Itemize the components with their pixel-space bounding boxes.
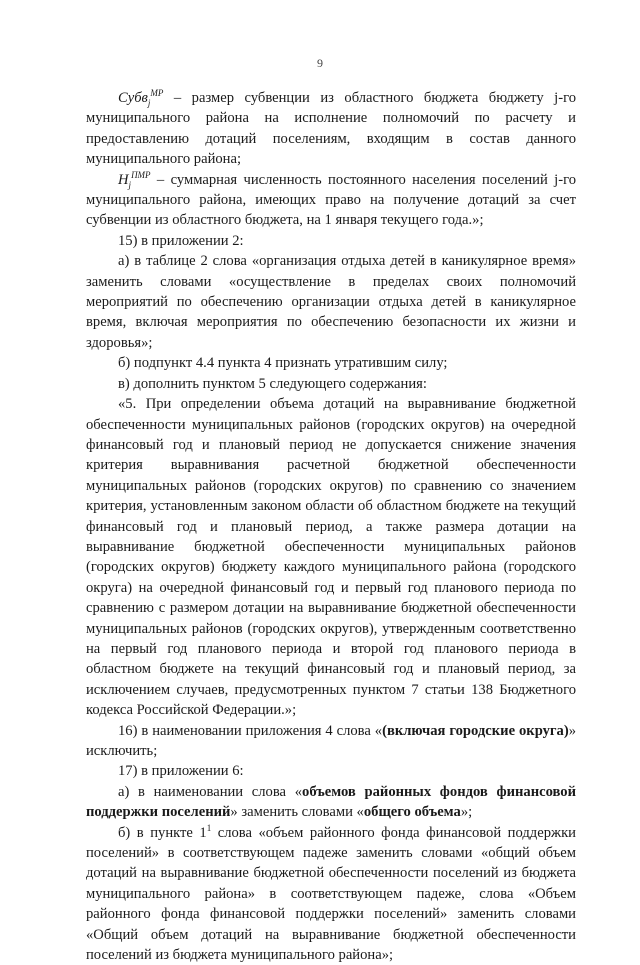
page-number: 9 xyxy=(317,56,323,70)
paragraph-item-15a: а) в таблице 2 слова «организация отдыха детей в каникулярное время» заменить словами «осуществление в пределах своих полномочий мероприятий по обеспечению организации отдыха детей в каникулярное время, включая мероприятия по обеспечению безопасности их жизни и здоровья»; xyxy=(86,253,576,351)
population-symbol: $Н_j^{ПМР}$ xyxy=(118,169,151,190)
paragraph-population-definition: $Н_j^{ПМР}$ – суммарная численность постоянного населения поселений j-го муниципального района, имеющих право на получение дотаций за счет субвенции из областного бюджета, на 1 января текущего года.»; xyxy=(86,169,576,229)
paragraph-item-15v: в) дополнить пунктом 5 следующего содержания: xyxy=(118,375,427,392)
paragraph-item-15b: б) подпункт 4.4 пункта 4 признать утратившим силу; xyxy=(118,355,448,372)
paragraph-point-5: «5. При определении объема дотаций на выравнивание бюджетной обеспеченности муниципальных районов (городских округов) на очередной финансовый год и плановый период не допускается снижение значения критерия выравнивания расчетной бюджетной обеспеченности муниципальных районов (городских округов) по сравнению со значением критерия, установленным законом области об областном бюджете на текущий финансовый год и плановый период, а также размера дотации на выравнивание бюджетной обеспеченности муниципальных районов (городских округов) бюджету каждого муниципального района (городского округа) на очередной финансовый год и первый год планового периода по сравнению с размером дотации на выравнивание бюджетной обеспеченности муниципальных районов (городских округов), утвержденным соответственно на первый год планового периода и второй год планового периода в областном бюджете на текущий финансовый год и плановый период, за исключением случаев, предусмотренных пунктом 7 статьи 138 Бюджетного кодекса Российской Федерации.»; xyxy=(86,396,576,719)
paragraph-subvention-definition: Субв$_j^{МР}$ – размер субвенции из областного бюджета бюджету j-го муниципального района на исполнение полномочий по расчету и предоставлению дотаций поселениям, входящим в состав данного муниципального района; xyxy=(86,88,576,168)
paragraph-item-15: 15) в приложении 2: xyxy=(118,232,244,249)
subvention-symbol: Субв$_j^{МР}$ xyxy=(118,88,164,108)
document-body xyxy=(86,88,576,965)
paragraph-item-16: 16) в наименовании приложения 4 слова «(включая городские округа)» исключить; xyxy=(86,722,576,759)
paragraph-item-17b: б) в пункте $1^1$ слова «объем районного фонда финансовой поддержки поселений» в соответствующем падеже заменить словами «общий объем дотаций на выравнивание бюджетной обеспеченности поселений из бюджета муниципального района» в соответствующем падеже, слова «Объем районного фонда финансовой поддержки поселений» заменить словами «Общий объем дотаций на выравнивание бюджетной обеспеченности поселений из бюджета муниципального района»; xyxy=(86,822,576,964)
paragraph-item-17a: а) в наименовании слова «объемов районных фондов финансовой поддержки поселений» заменить словами «общего объема»; xyxy=(86,783,577,821)
paragraph-item-17: 17) в приложении 6: xyxy=(118,763,244,780)
